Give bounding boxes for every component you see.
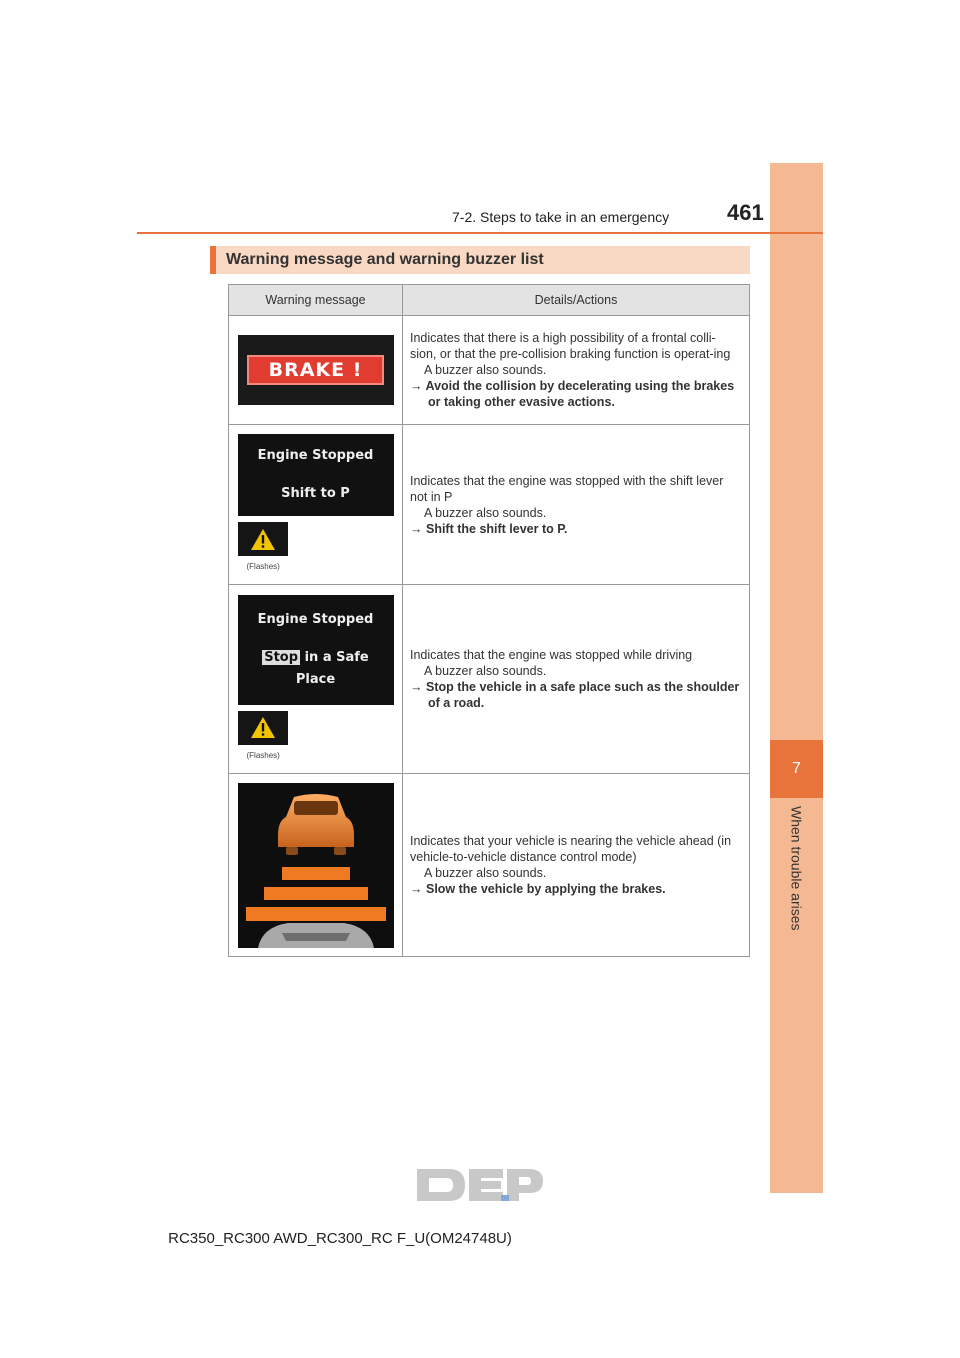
- car-rear-icon: [238, 783, 394, 948]
- buzzer-text: A buzzer also sounds.: [424, 664, 547, 678]
- arrow-glyph: →: [410, 882, 423, 896]
- table-row: [229, 425, 750, 585]
- buzzer-text: A buzzer also sounds.: [424, 363, 547, 377]
- table-row: [229, 774, 750, 957]
- dealer-eprocess-logo: [415, 1165, 545, 1217]
- approach-warning-display: [238, 783, 394, 948]
- details-cell: [403, 316, 750, 425]
- footer-model-code: RC350_RC300 AWD_RC300_RC F_U(OM24748U): [168, 1230, 512, 1247]
- warning-light: [238, 711, 394, 764]
- engine-stopped-display: [238, 595, 394, 705]
- arrow-glyph: →: [410, 379, 423, 393]
- table-header-row: [229, 285, 750, 316]
- stop-highlight: Stop: [264, 649, 299, 665]
- action-text: → Slow the vehicle by applying the brakes.: [410, 882, 666, 896]
- buzzer-text: A buzzer also sounds.: [424, 866, 547, 880]
- detail-text: Indicates that there is a high possibility of a frontal colli-sion, or that the pre-collision braking function is operat-ing: [410, 331, 731, 361]
- chapter-number: 7: [770, 740, 823, 798]
- column-header-details: Details/Actions: [403, 285, 750, 316]
- display-line: Stop in a Safe: [264, 649, 369, 665]
- message-image-cell: [229, 585, 403, 774]
- display-line: Engine Stopped: [257, 611, 374, 627]
- flash-label: (Flashes): [246, 750, 280, 760]
- warning-table: [228, 284, 750, 957]
- section-heading: 7-2. Steps to take in an emergency: [452, 209, 670, 225]
- header-rule: [137, 232, 823, 234]
- message-image-cell: [229, 316, 403, 425]
- details-cell: [403, 774, 750, 957]
- message-image-cell: [229, 425, 403, 585]
- brake-display: [238, 335, 394, 405]
- table-row: [229, 316, 750, 425]
- warning-light: [238, 522, 394, 575]
- buzzer-text: A buzzer also sounds.: [424, 505, 547, 520]
- details-cell: [403, 425, 750, 585]
- action-text: → Avoid the collision by decelerating using the brakes or taking other evasive actions.: [410, 379, 735, 409]
- details-cell: [403, 585, 750, 774]
- flash-label: (Flashes): [246, 562, 280, 571]
- brake-warning-text: BRAKE !: [247, 355, 385, 385]
- warning-triangle-icon: [250, 716, 276, 739]
- detail-text: Indicates that your vehicle is nearing the vehicle ahead (in vehicle-to-vehicle distance control mode): [410, 834, 732, 864]
- action-text: → Stop the vehicle in a safe place such as the shoulder of a road.: [410, 680, 740, 710]
- page-number: 461: [727, 200, 764, 225]
- display-line: Place: [295, 671, 336, 687]
- column-header-message: Warning message: [229, 285, 403, 316]
- display-line: Engine Stopped: [257, 448, 374, 463]
- detail-text: Indicates that the engine was stopped while driving: [410, 648, 693, 662]
- detail-text: Indicates that the engine was stopped with the shift lever not in P: [410, 473, 724, 504]
- display-line: Shift to P: [281, 486, 350, 501]
- chapter-label: When trouble arises: [788, 806, 805, 931]
- table-row: [229, 585, 750, 774]
- message-image-cell: [229, 774, 403, 957]
- action-text: → Shift the shift lever to P.: [410, 521, 568, 536]
- arrow-glyph: →: [410, 521, 423, 536]
- chapter-side-tab: [770, 163, 823, 1193]
- arrow-glyph: →: [410, 680, 423, 694]
- section-title: Warning message and warning buzzer list: [210, 246, 750, 274]
- engine-stopped-display: [238, 434, 394, 516]
- warning-triangle-icon: [250, 528, 276, 551]
